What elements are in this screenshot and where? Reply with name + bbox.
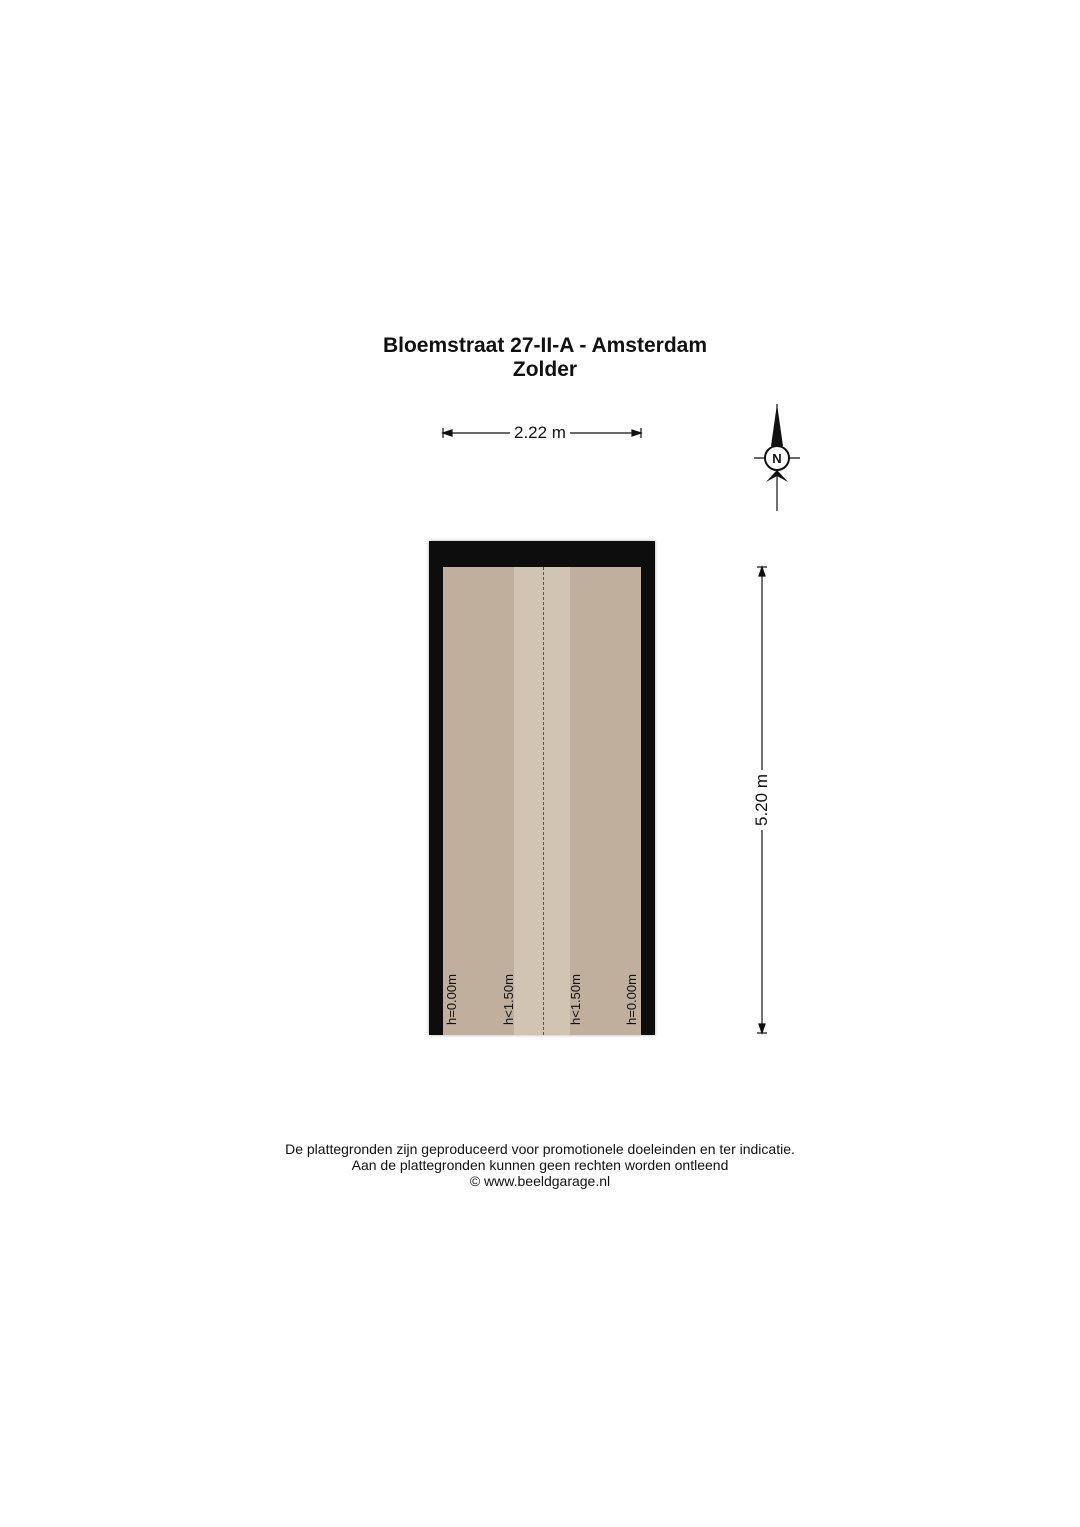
floor-name: Zolder (512, 358, 578, 381)
attic-room (443, 567, 641, 1035)
floor-plan-walls (429, 541, 655, 1035)
length-dimension-label: 5.20 m (752, 770, 772, 830)
height-label-right-inner: h<1.50m (568, 974, 583, 1025)
height-label-right-wall: h=0.00m (624, 974, 639, 1025)
disclaimer-line-1: De plattegronden zijn geproduceerd voor promotionele doeleinden en ter indicatie. (285, 1141, 795, 1157)
north-arrow-icon (754, 404, 800, 511)
ridge-line (543, 567, 544, 1035)
copyright-line: © www.beeldgarage.nl (469, 1173, 611, 1189)
width-dimension-label: 2.22 m (510, 423, 570, 443)
height-label-left-wall: h=0.00m (444, 974, 459, 1025)
standing-height-zone (514, 567, 570, 1035)
height-label-left-inner: h<1.50m (501, 974, 516, 1025)
disclaimer-line-2: Aan de plattegronden kunnen geen rechten worden ontleend (351, 1157, 729, 1173)
page-title: Bloemstraat 27-II-A - Amsterdam (382, 334, 708, 357)
north-label: N (772, 451, 782, 466)
